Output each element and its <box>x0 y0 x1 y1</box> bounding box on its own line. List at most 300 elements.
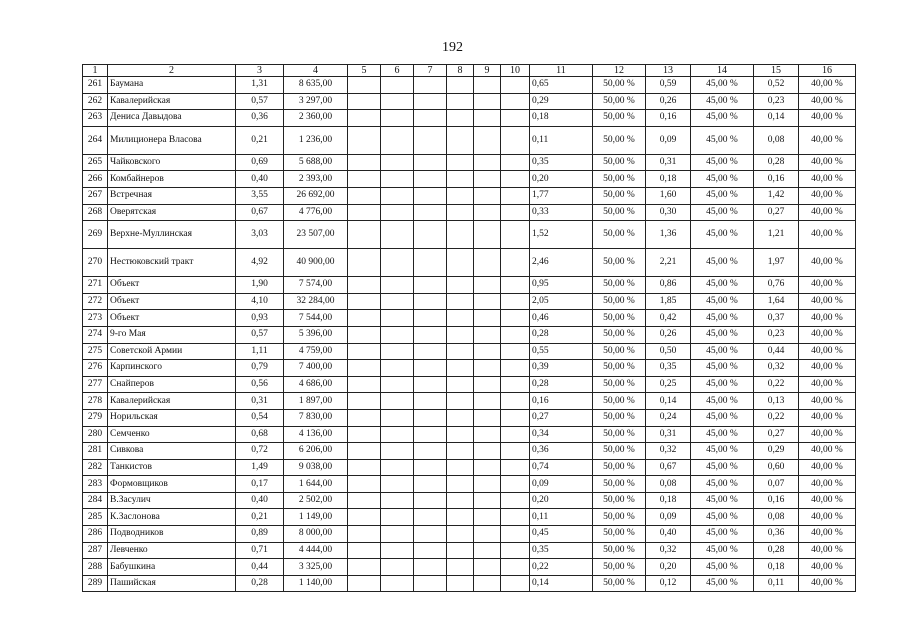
value-cell-c3: 0,54 <box>236 409 284 426</box>
value-cell-c15: 0,29 <box>754 443 799 460</box>
row-number-cell: 276 <box>83 360 108 377</box>
value-cell-c13: 0,67 <box>646 459 691 476</box>
value-cell-c15: 0,32 <box>754 360 799 377</box>
value-cell-c14: 45,00 % <box>691 426 754 443</box>
value-cell-c3: 0,17 <box>236 476 284 493</box>
value-cell-c11: 0,29 <box>530 93 593 110</box>
empty-cell <box>381 154 414 171</box>
value-cell-c11: 0,65 <box>530 77 593 94</box>
value-cell-c15: 0,18 <box>754 559 799 576</box>
empty-cell <box>474 426 501 443</box>
column-header: 14 <box>691 65 754 77</box>
street-name-cell: Снайперов <box>108 376 236 393</box>
value-cell-c3: 0,57 <box>236 93 284 110</box>
empty-cell <box>501 509 530 526</box>
empty-cell <box>501 459 530 476</box>
empty-cell <box>447 360 474 377</box>
empty-cell <box>501 277 530 294</box>
table-row <box>83 393 856 410</box>
value-cell-c16: 40,00 % <box>799 126 856 154</box>
row-number-cell: 287 <box>83 542 108 559</box>
table-row <box>83 443 856 460</box>
value-cell-c11: 0,28 <box>530 376 593 393</box>
row-number-cell: 270 <box>83 249 108 277</box>
value-cell-c13: 0,09 <box>646 509 691 526</box>
empty-cell <box>381 126 414 154</box>
table-row <box>83 376 856 393</box>
value-cell-c13: 0,14 <box>646 393 691 410</box>
street-name-cell: Норильская <box>108 409 236 426</box>
value-cell-c13: 0,25 <box>646 376 691 393</box>
empty-cell <box>447 476 474 493</box>
value-cell-c12: 50,00 % <box>593 426 646 443</box>
column-header: 1 <box>83 65 108 77</box>
table-row <box>83 559 856 576</box>
value-cell-c14: 45,00 % <box>691 110 754 127</box>
empty-cell <box>381 249 414 277</box>
empty-cell <box>414 360 447 377</box>
row-number-cell: 282 <box>83 459 108 476</box>
value-cell-c3: 0,31 <box>236 393 284 410</box>
value-cell-c14: 45,00 % <box>691 249 754 277</box>
value-cell-c3: 0,72 <box>236 443 284 460</box>
empty-cell <box>474 293 501 310</box>
table-row <box>83 126 856 154</box>
empty-cell <box>414 343 447 360</box>
value-cell-c13: 0,86 <box>646 277 691 294</box>
street-name-cell: Встречная <box>108 187 236 204</box>
row-number-cell: 283 <box>83 476 108 493</box>
value-cell-c3: 0,89 <box>236 526 284 543</box>
value-cell-c11: 0,18 <box>530 110 593 127</box>
value-cell-c13: 1,36 <box>646 221 691 249</box>
value-cell-c14: 45,00 % <box>691 343 754 360</box>
empty-cell <box>474 154 501 171</box>
value-cell-c15: 0,14 <box>754 110 799 127</box>
table-row <box>83 221 856 249</box>
value-cell-c16: 40,00 % <box>799 409 856 426</box>
empty-cell <box>414 376 447 393</box>
table-row <box>83 575 856 592</box>
street-name-cell: К.Заслонова <box>108 509 236 526</box>
row-number-cell: 277 <box>83 376 108 393</box>
empty-cell <box>381 393 414 410</box>
row-number-cell: 265 <box>83 154 108 171</box>
empty-cell <box>414 575 447 592</box>
value-cell-c4: 4 776,00 <box>284 204 348 221</box>
value-cell-c11: 0,55 <box>530 343 593 360</box>
value-cell-c12: 50,00 % <box>593 277 646 294</box>
value-cell-c12: 50,00 % <box>593 221 646 249</box>
value-cell-c3: 0,28 <box>236 575 284 592</box>
empty-cell <box>474 526 501 543</box>
empty-cell <box>348 343 381 360</box>
value-cell-c12: 50,00 % <box>593 187 646 204</box>
empty-cell <box>501 310 530 327</box>
empty-cell <box>501 443 530 460</box>
empty-cell <box>447 126 474 154</box>
value-cell-c4: 1 149,00 <box>284 509 348 526</box>
empty-cell <box>474 376 501 393</box>
value-cell-c16: 40,00 % <box>799 93 856 110</box>
value-cell-c15: 0,36 <box>754 526 799 543</box>
value-cell-c16: 40,00 % <box>799 360 856 377</box>
table-row <box>83 187 856 204</box>
empty-cell <box>348 221 381 249</box>
value-cell-c16: 40,00 % <box>799 542 856 559</box>
street-name-cell: Подводников <box>108 526 236 543</box>
value-cell-c14: 45,00 % <box>691 509 754 526</box>
value-cell-c13: 0,12 <box>646 575 691 592</box>
value-cell-c4: 4 444,00 <box>284 542 348 559</box>
empty-cell <box>501 542 530 559</box>
value-cell-c3: 3,55 <box>236 187 284 204</box>
value-cell-c13: 0,35 <box>646 360 691 377</box>
empty-cell <box>501 93 530 110</box>
empty-cell <box>381 204 414 221</box>
empty-cell <box>414 187 447 204</box>
empty-cell <box>348 293 381 310</box>
empty-cell <box>414 526 447 543</box>
empty-cell <box>501 409 530 426</box>
table-row <box>83 542 856 559</box>
empty-cell <box>474 360 501 377</box>
value-cell-c13: 0,20 <box>646 559 691 576</box>
empty-cell <box>447 526 474 543</box>
value-cell-c12: 50,00 % <box>593 77 646 94</box>
value-cell-c11: 0,36 <box>530 443 593 460</box>
empty-cell <box>474 476 501 493</box>
empty-cell <box>447 492 474 509</box>
value-cell-c12: 50,00 % <box>593 542 646 559</box>
empty-cell <box>381 376 414 393</box>
table-row <box>83 326 856 343</box>
row-number-cell: 261 <box>83 77 108 94</box>
empty-cell <box>501 171 530 188</box>
empty-cell <box>501 126 530 154</box>
value-cell-c15: 0,07 <box>754 476 799 493</box>
empty-cell <box>348 393 381 410</box>
empty-cell <box>474 575 501 592</box>
value-cell-c12: 50,00 % <box>593 293 646 310</box>
value-cell-c3: 0,40 <box>236 492 284 509</box>
empty-cell <box>381 426 414 443</box>
street-name-cell: Левченко <box>108 542 236 559</box>
value-cell-c16: 40,00 % <box>799 277 856 294</box>
empty-cell <box>474 509 501 526</box>
value-cell-c15: 0,28 <box>754 542 799 559</box>
value-cell-c16: 40,00 % <box>799 526 856 543</box>
empty-cell <box>447 310 474 327</box>
empty-cell <box>501 110 530 127</box>
street-name-cell: Бабушкина <box>108 559 236 576</box>
value-cell-c3: 1,90 <box>236 277 284 294</box>
empty-cell <box>447 204 474 221</box>
table-row <box>83 277 856 294</box>
value-cell-c16: 40,00 % <box>799 326 856 343</box>
value-cell-c15: 1,21 <box>754 221 799 249</box>
table-row <box>83 343 856 360</box>
empty-cell <box>414 476 447 493</box>
empty-cell <box>447 326 474 343</box>
value-cell-c14: 45,00 % <box>691 575 754 592</box>
street-name-cell: Карпинского <box>108 360 236 377</box>
value-cell-c4: 3 297,00 <box>284 93 348 110</box>
value-cell-c15: 0,52 <box>754 77 799 94</box>
value-cell-c15: 0,27 <box>754 204 799 221</box>
empty-cell <box>414 310 447 327</box>
empty-cell <box>381 509 414 526</box>
column-header: 15 <box>754 65 799 77</box>
column-header: 13 <box>646 65 691 77</box>
value-cell-c4: 7 830,00 <box>284 409 348 426</box>
empty-cell <box>474 249 501 277</box>
value-cell-c4: 3 325,00 <box>284 559 348 576</box>
value-cell-c4: 23 507,00 <box>284 221 348 249</box>
empty-cell <box>501 526 530 543</box>
table-row <box>83 426 856 443</box>
value-cell-c15: 1,64 <box>754 293 799 310</box>
empty-cell <box>501 293 530 310</box>
empty-cell <box>501 476 530 493</box>
table-row <box>83 249 856 277</box>
row-number-cell: 264 <box>83 126 108 154</box>
empty-cell <box>501 249 530 277</box>
street-name-cell: Баумана <box>108 77 236 94</box>
column-header: 4 <box>284 65 348 77</box>
value-cell-c15: 0,16 <box>754 171 799 188</box>
value-cell-c14: 45,00 % <box>691 443 754 460</box>
value-cell-c16: 40,00 % <box>799 171 856 188</box>
street-name-cell: Кавалерийская <box>108 393 236 410</box>
empty-cell <box>474 187 501 204</box>
value-cell-c12: 50,00 % <box>593 110 646 127</box>
value-cell-c14: 45,00 % <box>691 476 754 493</box>
empty-cell <box>414 77 447 94</box>
page-number: 192 <box>442 40 463 55</box>
empty-cell <box>381 221 414 249</box>
value-cell-c12: 50,00 % <box>593 575 646 592</box>
value-cell-c15: 0,13 <box>754 393 799 410</box>
value-cell-c4: 5 688,00 <box>284 154 348 171</box>
value-cell-c11: 0,35 <box>530 154 593 171</box>
value-cell-c14: 45,00 % <box>691 326 754 343</box>
value-cell-c16: 40,00 % <box>799 376 856 393</box>
street-name-cell: Верхне-Муллинская <box>108 221 236 249</box>
empty-cell <box>414 249 447 277</box>
value-cell-c3: 0,68 <box>236 426 284 443</box>
value-cell-c11: 0,45 <box>530 526 593 543</box>
street-name-cell: Объект <box>108 277 236 294</box>
value-cell-c12: 50,00 % <box>593 249 646 277</box>
street-name-cell: Советской Армии <box>108 343 236 360</box>
value-cell-c3: 0,79 <box>236 360 284 377</box>
empty-cell <box>348 110 381 127</box>
value-cell-c3: 0,93 <box>236 310 284 327</box>
empty-cell <box>474 110 501 127</box>
value-cell-c14: 45,00 % <box>691 277 754 294</box>
empty-cell <box>348 559 381 576</box>
value-cell-c12: 50,00 % <box>593 409 646 426</box>
value-cell-c11: 0,11 <box>530 126 593 154</box>
street-name-cell: Милиционера Власова <box>108 126 236 154</box>
row-number-cell: 281 <box>83 443 108 460</box>
empty-cell <box>348 204 381 221</box>
value-cell-c14: 45,00 % <box>691 393 754 410</box>
value-cell-c12: 50,00 % <box>593 204 646 221</box>
value-cell-c4: 6 206,00 <box>284 443 348 460</box>
empty-cell <box>381 110 414 127</box>
value-cell-c13: 0,59 <box>646 77 691 94</box>
empty-cell <box>474 343 501 360</box>
empty-cell <box>474 77 501 94</box>
empty-cell <box>474 277 501 294</box>
row-number-cell: 273 <box>83 310 108 327</box>
value-cell-c11: 1,52 <box>530 221 593 249</box>
street-name-cell: Объект <box>108 310 236 327</box>
empty-cell <box>447 171 474 188</box>
row-number-cell: 280 <box>83 426 108 443</box>
value-cell-c4: 4 686,00 <box>284 376 348 393</box>
empty-cell <box>414 509 447 526</box>
value-cell-c12: 50,00 % <box>593 492 646 509</box>
value-cell-c13: 0,18 <box>646 171 691 188</box>
empty-cell <box>447 376 474 393</box>
value-cell-c12: 50,00 % <box>593 310 646 327</box>
value-cell-c13: 0,42 <box>646 310 691 327</box>
value-cell-c16: 40,00 % <box>799 204 856 221</box>
empty-cell <box>447 509 474 526</box>
empty-cell <box>447 343 474 360</box>
empty-cell <box>381 542 414 559</box>
value-cell-c3: 4,10 <box>236 293 284 310</box>
empty-cell <box>474 326 501 343</box>
value-cell-c14: 45,00 % <box>691 360 754 377</box>
empty-cell <box>447 277 474 294</box>
value-cell-c15: 0,44 <box>754 343 799 360</box>
value-cell-c14: 45,00 % <box>691 526 754 543</box>
value-cell-c16: 40,00 % <box>799 559 856 576</box>
empty-cell <box>414 559 447 576</box>
value-cell-c4: 4 759,00 <box>284 343 348 360</box>
value-cell-c12: 50,00 % <box>593 526 646 543</box>
value-cell-c3: 0,67 <box>236 204 284 221</box>
empty-cell <box>414 171 447 188</box>
empty-cell <box>447 542 474 559</box>
value-cell-c14: 45,00 % <box>691 293 754 310</box>
row-number-cell: 289 <box>83 575 108 592</box>
value-cell-c16: 40,00 % <box>799 443 856 460</box>
empty-cell <box>348 376 381 393</box>
value-cell-c4: 1 897,00 <box>284 393 348 410</box>
value-cell-c13: 0,26 <box>646 326 691 343</box>
empty-cell <box>348 77 381 94</box>
empty-cell <box>447 559 474 576</box>
empty-cell <box>414 93 447 110</box>
value-cell-c11: 0,28 <box>530 326 593 343</box>
value-cell-c14: 45,00 % <box>691 126 754 154</box>
value-cell-c12: 50,00 % <box>593 393 646 410</box>
value-cell-c13: 0,50 <box>646 343 691 360</box>
value-cell-c14: 45,00 % <box>691 492 754 509</box>
value-cell-c4: 2 502,00 <box>284 492 348 509</box>
empty-cell <box>381 187 414 204</box>
value-cell-c15: 0,60 <box>754 459 799 476</box>
empty-cell <box>474 204 501 221</box>
value-cell-c11: 0,14 <box>530 575 593 592</box>
table-row <box>83 93 856 110</box>
value-cell-c11: 0,35 <box>530 542 593 559</box>
row-number-cell: 278 <box>83 393 108 410</box>
value-cell-c4: 8 000,00 <box>284 526 348 543</box>
empty-cell <box>447 187 474 204</box>
value-cell-c13: 0,32 <box>646 542 691 559</box>
empty-cell <box>348 187 381 204</box>
empty-cell <box>474 559 501 576</box>
empty-cell <box>501 204 530 221</box>
street-name-cell: Комбайнеров <box>108 171 236 188</box>
value-cell-c15: 1,97 <box>754 249 799 277</box>
empty-cell <box>381 559 414 576</box>
value-cell-c16: 40,00 % <box>799 476 856 493</box>
value-cell-c4: 7 400,00 <box>284 360 348 377</box>
value-cell-c13: 1,60 <box>646 187 691 204</box>
empty-cell <box>501 343 530 360</box>
empty-cell <box>348 542 381 559</box>
empty-cell <box>381 459 414 476</box>
empty-cell <box>414 154 447 171</box>
value-cell-c15: 1,42 <box>754 187 799 204</box>
table-row <box>83 409 856 426</box>
row-number-cell: 271 <box>83 277 108 294</box>
empty-cell <box>501 360 530 377</box>
row-number-cell: 269 <box>83 221 108 249</box>
street-name-cell: Пашийская <box>108 575 236 592</box>
empty-cell <box>348 476 381 493</box>
empty-cell <box>474 459 501 476</box>
empty-cell <box>348 154 381 171</box>
empty-cell <box>414 409 447 426</box>
empty-cell <box>381 409 414 426</box>
value-cell-c11: 0,09 <box>530 476 593 493</box>
empty-cell <box>501 77 530 94</box>
table-row <box>83 476 856 493</box>
empty-cell <box>474 126 501 154</box>
value-cell-c4: 1 140,00 <box>284 575 348 592</box>
empty-cell <box>381 310 414 327</box>
value-cell-c15: 0,23 <box>754 93 799 110</box>
table-row <box>83 154 856 171</box>
empty-cell <box>501 376 530 393</box>
value-cell-c14: 45,00 % <box>691 376 754 393</box>
empty-cell <box>414 393 447 410</box>
value-cell-c4: 2 393,00 <box>284 171 348 188</box>
value-cell-c16: 40,00 % <box>799 459 856 476</box>
value-cell-c16: 40,00 % <box>799 393 856 410</box>
value-cell-c12: 50,00 % <box>593 93 646 110</box>
table-row <box>83 459 856 476</box>
table-row <box>83 110 856 127</box>
empty-cell <box>414 126 447 154</box>
street-name-cell: Сивкова <box>108 443 236 460</box>
row-number-cell: 263 <box>83 110 108 127</box>
empty-cell <box>381 443 414 460</box>
empty-cell <box>501 221 530 249</box>
empty-cell <box>381 492 414 509</box>
empty-cell <box>381 77 414 94</box>
value-cell-c12: 50,00 % <box>593 326 646 343</box>
empty-cell <box>447 459 474 476</box>
